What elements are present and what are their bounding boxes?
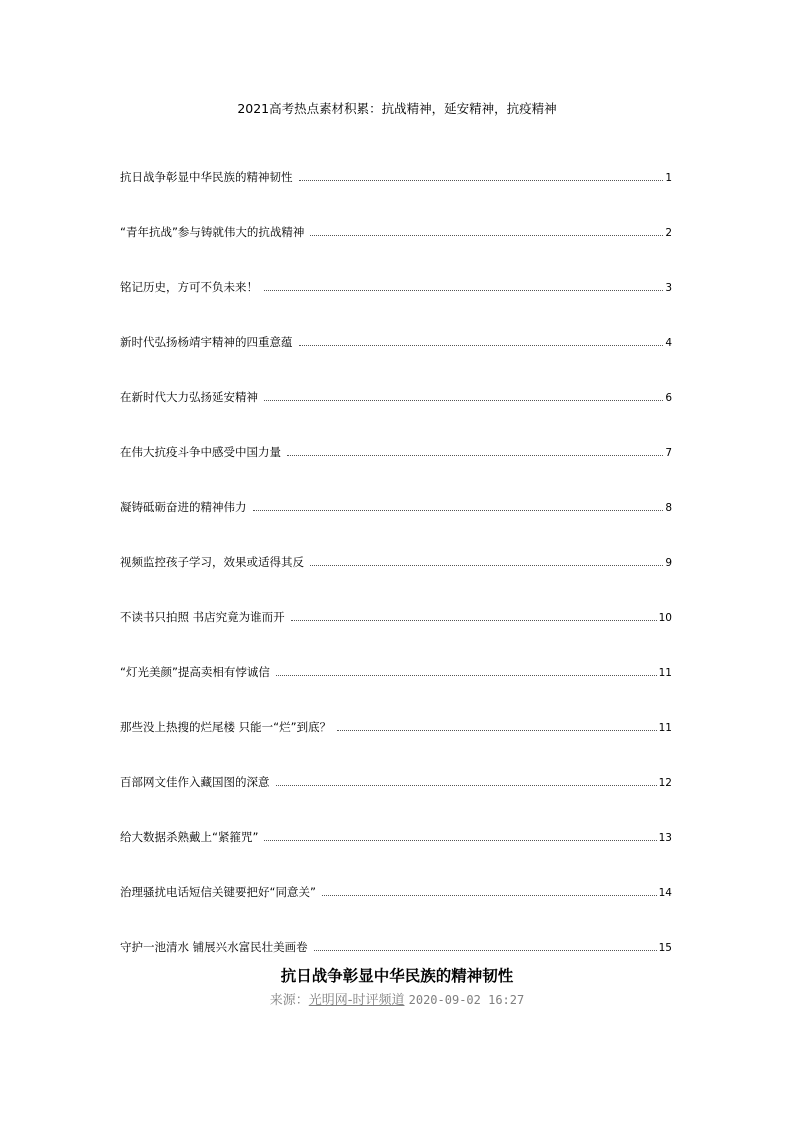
toc-entry[interactable] [120,790,672,845]
toc-leader-dots [253,509,664,511]
toc-page-number: 11 [658,722,672,734]
toc-entry-label[interactable]: 在新时代大力弘扬延安精神 [120,390,258,404]
article-source-line [0,991,794,1010]
toc-leader-dots [299,179,664,181]
toc-page-number: 10 [658,612,672,624]
toc-page-number: 11 [658,667,672,679]
toc-entry-label[interactable]: 治理骚扰电话短信关键要把好“同意关” [120,885,316,899]
toc-leader-dots [337,729,657,731]
toc-entry[interactable] [120,240,672,295]
toc-entry[interactable] [120,460,672,515]
toc-page-number: 1 [665,172,672,184]
toc-entry[interactable] [120,735,672,790]
toc-page-number: 15 [658,942,672,954]
toc-entry-label[interactable]: 百部网文佳作入藏国图的深意 [120,775,270,789]
toc-entry-label[interactable]: 那些没上热搜的烂尾楼 只能一“烂”到底？ [120,720,332,734]
toc-page-number: 9 [665,557,672,569]
toc-entry[interactable] [120,900,672,955]
toc-entry-label[interactable]: 凝铸砥砺奋进的精神伟力 [120,500,247,514]
toc-entry[interactable] [120,845,672,900]
toc-entry-label[interactable]: 不读书只拍照 书店究竟为谁而开 [120,610,285,624]
source-prefix: 来源： [269,993,309,1008]
toc-leader-dots [264,289,663,291]
article-title: 抗日战争彰显中华民族的精神韧性 [280,967,514,985]
toc-entry[interactable] [120,405,672,460]
toc-entry[interactable] [120,515,672,570]
toc-page-number: 3 [665,282,672,294]
toc-page-number: 4 [665,337,672,349]
toc-page-number: 12 [658,777,672,789]
toc-entry[interactable] [120,350,672,405]
toc-page-number: 14 [658,887,672,899]
publish-timestamp: 2020-09-02 16:27 [408,993,525,1007]
toc-leader-dots [299,344,664,346]
toc-leader-dots [310,564,663,566]
toc-entry-label[interactable]: 抗日战争彰显中华民族的精神韧性 [120,170,293,184]
toc-entry[interactable] [120,185,672,240]
toc-entry-label[interactable]: 给大数据杀熟戴上“紧箍咒” [120,830,259,844]
document-title: 2021高考热点素材积累：抗战精神，延安精神，抗疫精神 [237,101,557,116]
toc-page-number: 6 [665,392,672,404]
toc-page-number: 13 [658,832,672,844]
toc-leader-dots [310,234,663,236]
toc-entry-label[interactable]: 在伟大抗疫斗争中感受中国力量 [120,445,281,459]
toc-entry[interactable] [120,570,672,625]
toc-page-number: 2 [665,227,672,239]
table-of-contents [120,130,672,955]
toc-entry-label[interactable]: 铭记历史，方可不负未来！ [120,280,258,294]
toc-leader-dots [322,894,657,896]
toc-leader-dots [276,784,657,786]
toc-entry-label[interactable]: 守护一池清水 铺展兴水富民壮美画卷 [120,940,308,954]
toc-page-number: 8 [665,502,672,514]
toc-leader-dots [314,949,657,951]
toc-entry[interactable] [120,625,672,680]
toc-leader-dots [287,454,663,456]
source-link[interactable]: 光明网-时评频道 [308,993,405,1008]
toc-leader-dots [264,399,663,401]
toc-page-number: 7 [665,447,672,459]
toc-entry-label[interactable]: 新时代弘扬杨靖宇精神的四重意蕴 [120,335,293,349]
toc-entry-label[interactable]: “青年抗战”参与铸就伟大的抗战精神 [120,225,305,239]
toc-entry[interactable] [120,295,672,350]
toc-entry-label[interactable]: “灯光美颜”提高卖相有悖诚信 [120,665,270,679]
toc-entry[interactable] [120,680,672,735]
toc-entry[interactable] [120,130,672,185]
toc-leader-dots [264,839,656,841]
toc-leader-dots [276,674,657,676]
toc-leader-dots [291,619,657,621]
toc-entry-label[interactable]: 视频监控孩子学习，效果或适得其反 [120,555,304,569]
